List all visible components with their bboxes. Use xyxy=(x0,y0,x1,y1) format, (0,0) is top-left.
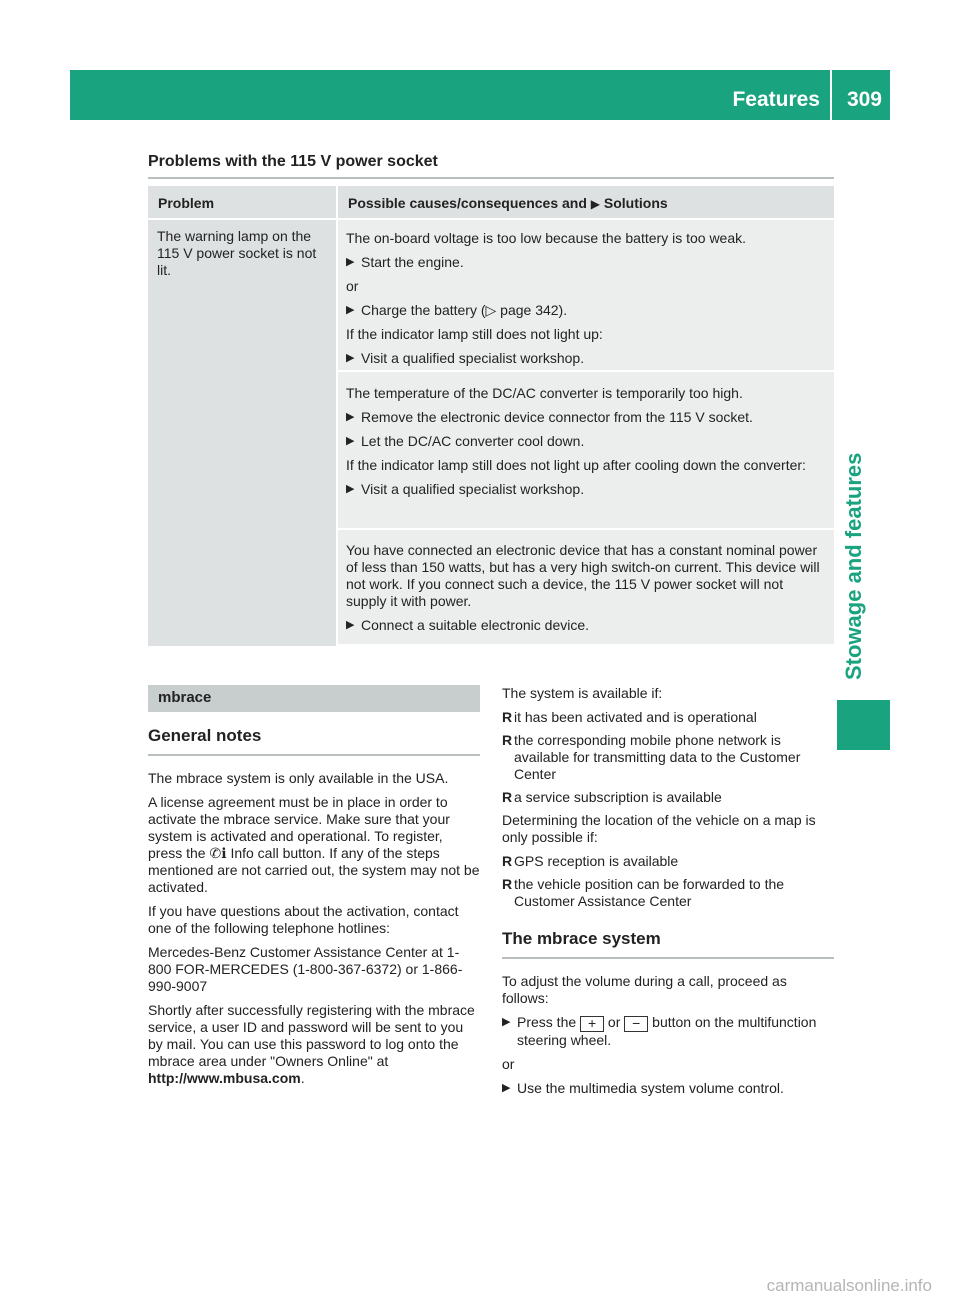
heading-divider xyxy=(148,754,480,756)
solution-cell: You have connected an electronic device that has a constant nominal power of less than 150 watts, but has a very high switch-on current. This device will not work. If you connect such a device, the 115 V power socket will not supply it with power. ▶ Connect a suitable electronic device. xyxy=(338,530,834,644)
list-item: R the vehicle position can be forwarded to the Customer Assistance Center xyxy=(502,876,785,909)
arrow-icon: ▶ xyxy=(502,1082,511,1094)
step-item: ▶ Let the DC/AC converter cool down. xyxy=(346,433,585,449)
chapter-title: Features xyxy=(732,88,820,111)
arrow-icon: ▶ xyxy=(346,411,355,423)
side-section-label: Stowage and features xyxy=(841,452,866,680)
section-title: Problems with the 115 V power socket xyxy=(148,153,438,170)
step-item: ▶ Start the engine. xyxy=(346,254,464,270)
solution-cell: The temperature of the DC/AC converter is temporarily too high. ▶ Remove the electronic device connector from the 115 V socket. ▶ Let the DC/AC converter cool down. If the indicator lamp still does not light up after cooling down the converter: ▶ Visit a qualified specialist workshop. xyxy=(338,372,834,528)
list-item: R the corresponding mobile phone network is available for transmitting data to the Customer Center xyxy=(502,732,801,782)
bullet-icon: R xyxy=(502,709,513,725)
section-divider xyxy=(148,177,834,179)
arrow-icon: ▶ xyxy=(346,256,355,268)
col-problem-header: Problem xyxy=(148,186,336,218)
minus-button-icon: − xyxy=(624,1016,648,1032)
bullet-icon: R xyxy=(502,732,513,748)
mbrace-heading-bar: mbrace xyxy=(148,685,480,712)
side-marker xyxy=(837,700,890,750)
heading-divider xyxy=(502,957,834,959)
problem-cell: The warning lamp on the 115 V power socket is not lit. xyxy=(148,220,336,646)
right-column: The system is available if: R it has been activated and is operational R the corresponding mobile phone network is available for transmitting data to the Customer Center R a service subscription is available Determining the location of the vehicle on a map is only possible if: R GPS reception is available R the vehicle position can be forwarded to the Customer Assistance Center The mbrace system To adjust the volume during a call, proceed as follows: ▶ Press the + or − button on the multifunction steering wheel. or ▶ Use the multimedia system volume control. xyxy=(502,685,834,1104)
table-header xyxy=(148,186,834,218)
bullet-icon: R xyxy=(502,853,513,869)
general-notes-title: General notes xyxy=(148,726,262,745)
left-column: mbrace General notes The mbrace system is only available in the USA. A license agreement must be in place in order to activate the mbrace service. Make sure that your system is activated and operational. To register, press the ✆ℹ Info call button. If any of the steps mentioned are not carried out, the system may not be activated. If you have questions about the activation, contact one of the following telephone hotlines: Mercedes-Benz Customer Assistance Center at 1-800 FOR-MERCEDES (1-800-367-6372) or 1-866-990-9007 Shortly after successfully registering with the mbrace service, a user ID and password will be sent to you by mail. You can use this password to log onto the mbrace area under "Owners Online" at http://www.mbusa.com. xyxy=(148,685,480,1094)
list-item: R it has been activated and is operational xyxy=(502,709,757,725)
solutions-column xyxy=(338,220,834,646)
step-item: ▶ Remove the electronic device connector from the 115 V socket. xyxy=(346,409,753,425)
header-separator xyxy=(830,70,832,120)
mbusa-link[interactable]: http://www.mbusa.com xyxy=(148,1070,301,1086)
step-item: ▶ Visit a qualified specialist workshop. xyxy=(346,481,585,497)
mbrace-system-title: The mbrace system xyxy=(502,929,661,948)
info-call-icon: ✆ℹ xyxy=(209,845,227,861)
table-row xyxy=(148,220,834,646)
arrow-icon: ▶ xyxy=(590,197,601,211)
list-item: R GPS reception is available xyxy=(502,853,679,869)
arrow-icon: ▶ xyxy=(346,483,355,495)
step-item: ▶ Connect a suitable electronic device. xyxy=(346,617,590,633)
bullet-icon: R xyxy=(502,876,513,892)
bullet-icon: R xyxy=(502,789,513,805)
arrow-icon: ▶ xyxy=(346,352,355,364)
arrow-icon: ▶ xyxy=(346,435,355,447)
list-item: R a service subscription is available xyxy=(502,789,722,805)
col-solution-header: Possible causes/consequences and ▶ Solutions xyxy=(338,186,834,218)
plus-button-icon: + xyxy=(580,1016,604,1032)
arrow-icon: ▶ xyxy=(346,304,355,316)
step-item: ▶ Charge the battery (▷ page 342). xyxy=(346,302,568,318)
watermark: carmanualsonline.info xyxy=(766,1276,932,1295)
step-item: ▶ Visit a qualified specialist workshop. xyxy=(346,350,585,366)
problems-table xyxy=(148,186,834,646)
arrow-icon: ▶ xyxy=(502,1016,511,1028)
solution-cell: The on-board voltage is too low because the battery is too weak. ▶ Start the engine. or ▶ Charge the battery (▷ page 342). If the indicator lamp still does not light up: ▶ Visit a qualified specialist workshop. xyxy=(338,220,834,370)
arrow-icon: ▶ xyxy=(346,619,355,631)
page-header xyxy=(70,70,890,120)
page-number: 309 xyxy=(846,88,882,111)
step-item: ▶ Use the multimedia system volume control. xyxy=(502,1080,784,1096)
step-item: ▶ Press the + or − button on the multifunction steering wheel. xyxy=(502,1014,817,1048)
